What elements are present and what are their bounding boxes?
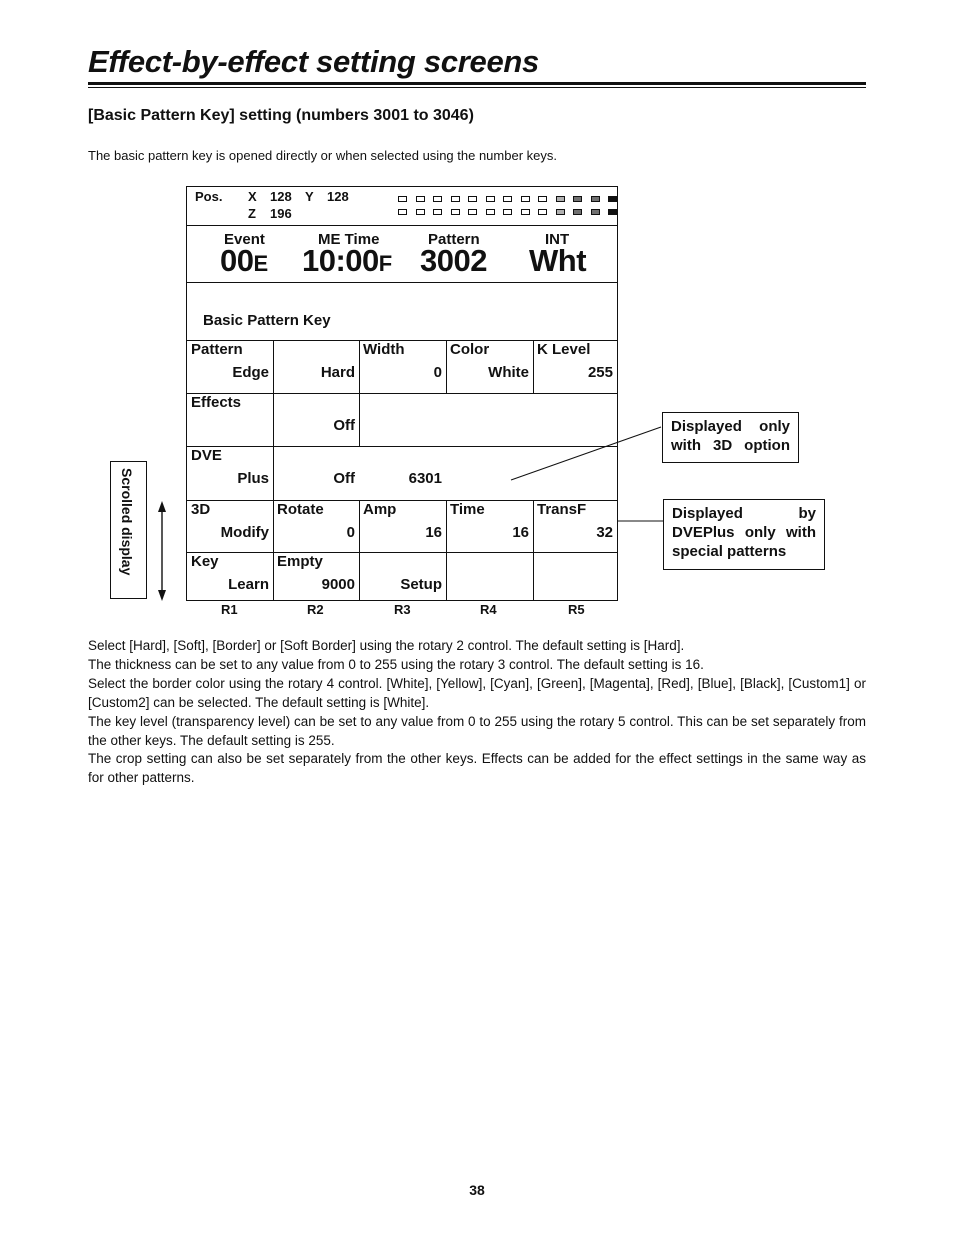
callout-dveplus-text: Displayed by DVEPlus only with special patterns: [672, 505, 816, 560]
pos-label: Pos.: [195, 189, 223, 204]
body-paragraph: Select the border color using the rotary 4 control. [White], [Yellow], [Cyan], [Green], [Magenta], [Red], [Blue], [Black], [Custom1] or [Custom2] can be selected. The default setting is [White].: [88, 676, 866, 710]
indicator-square: [503, 196, 512, 202]
param-label: DVE: [191, 447, 222, 464]
page-number: 38: [469, 1182, 485, 1198]
scroll-arrow-icon: [150, 500, 174, 602]
event-value: 00E: [220, 243, 268, 278]
indicator-square: [503, 209, 512, 215]
scrolled-display-callout: [110, 461, 147, 599]
param-label: 3D: [191, 501, 211, 518]
callout-3d-option: [662, 412, 799, 463]
rotary-label-r1: R1: [221, 602, 238, 617]
param-value: 32: [596, 524, 613, 541]
indicator-square: [468, 209, 477, 215]
param-value: 0: [346, 524, 355, 541]
param-value: Hard: [320, 364, 355, 381]
param-label: Pattern: [191, 341, 243, 358]
indicator-square: [416, 196, 425, 202]
divider: [187, 282, 617, 283]
metime-value: 10:00F: [302, 243, 392, 278]
x-label: X: [248, 189, 257, 204]
param-value: 16: [425, 524, 442, 541]
rotary-label-r5: R5: [568, 602, 585, 617]
rotary-label-r3: R3: [394, 602, 411, 617]
indicator-square: [433, 196, 442, 202]
rotary-label-r4: R4: [480, 602, 497, 617]
param-value: 255: [587, 364, 613, 381]
param-value: 0: [433, 364, 442, 381]
divider: [187, 225, 617, 226]
indicator-square: [486, 209, 495, 215]
int-value: Wht: [529, 243, 587, 278]
indicator-square: [433, 209, 442, 215]
divider: [187, 552, 617, 553]
intro-text: The basic pattern key is opened directly or when selected using the number keys.: [88, 148, 557, 163]
indicator-square: [521, 196, 530, 202]
callout-3d-text: Displayed only with 3D option: [671, 418, 790, 454]
divider: [359, 340, 360, 447]
indicator-square: [521, 209, 530, 215]
divider: [359, 500, 360, 600]
param-label: TransF: [537, 501, 587, 518]
scrolled-display-label: Scrolled display: [119, 468, 135, 576]
pattern-number: 3002: [420, 243, 487, 278]
callout-dveplus: [663, 499, 825, 570]
z-value: 196: [270, 206, 292, 221]
y-value: 128: [327, 189, 349, 204]
param-label: Key: [191, 553, 219, 570]
divider: [533, 340, 534, 394]
indicator-square: [451, 209, 460, 215]
indicator-square: [468, 196, 477, 202]
page-title: Effect-by-effect setting screens: [88, 44, 539, 79]
leader-lines: [505, 420, 667, 530]
param-value: Edge: [232, 364, 269, 381]
param-label: Rotate: [277, 501, 324, 518]
indicator-square: [608, 196, 617, 202]
divider: [446, 340, 447, 394]
param-value: Learn: [228, 576, 269, 593]
title-rule: [88, 82, 866, 88]
body-paragraph: The crop setting can also be set separately from the other keys. Effects can be added for the effect settings in the same way as for other patterns.: [88, 751, 866, 785]
body-paragraph: Select [Hard], [Soft], [Border] or [Soft Border] using the rotary 2 control. The default setting is [Hard].: [88, 638, 685, 653]
param-value: White: [488, 364, 529, 381]
int-label: INT: [545, 231, 570, 248]
x-value: 128: [270, 189, 292, 204]
indicator-square: [416, 209, 425, 215]
indicator-square: [608, 209, 617, 215]
pattern-label: Pattern: [428, 231, 480, 248]
body-paragraph: The thickness can be set to any value from 0 to 255 using the rotary 3 control. The default setting is 16.: [88, 657, 704, 672]
indicator-square: [486, 196, 495, 202]
section-heading: [Basic Pattern Key] setting (numbers 3001 to 3046): [88, 107, 474, 124]
z-label: Z: [248, 206, 256, 221]
param-label: K Level: [537, 341, 591, 358]
param-label: Color: [450, 341, 490, 358]
param-value: 16: [512, 524, 529, 541]
param-value: Off: [333, 470, 355, 487]
lcd-panel: [186, 186, 618, 601]
indicator-square: [538, 209, 547, 215]
param-label: Empty: [277, 553, 323, 570]
param-value: Setup: [400, 576, 442, 593]
param-label: Amp: [363, 501, 397, 518]
rotary-label-r2: R2: [307, 602, 324, 617]
param-value: Off: [333, 417, 355, 434]
metime-label: ME Time: [318, 231, 380, 248]
indicator-square: [591, 196, 600, 202]
param-value: Modify: [220, 524, 269, 541]
body-paragraph: The key level (transparency level) can be set to any value from 0 to 255 using the rotary 5 control. This can be set separately from the other keys. The default setting is 255.: [88, 714, 866, 748]
param-value: 6301: [408, 470, 442, 487]
divider: [187, 393, 617, 394]
indicator-square: [591, 209, 600, 215]
indicator-square: [398, 209, 407, 215]
param-label: Width: [363, 341, 405, 358]
indicator-square: [451, 196, 460, 202]
indicator-square: [556, 209, 565, 215]
indicator-square: [556, 196, 565, 202]
param-label: Effects: [191, 394, 242, 411]
indicator-square: [573, 209, 582, 215]
indicator-square: [573, 196, 582, 202]
param-value: 9000: [321, 576, 355, 593]
divider: [273, 340, 274, 600]
indicator-square: [398, 196, 407, 202]
param-value: Plus: [237, 470, 269, 487]
param-label: Time: [450, 501, 485, 518]
event-label: Event: [224, 231, 265, 248]
indicator-square: [538, 196, 547, 202]
divider: [446, 500, 447, 600]
menu-title: Basic Pattern Key: [203, 312, 331, 329]
y-label: Y: [305, 189, 314, 204]
